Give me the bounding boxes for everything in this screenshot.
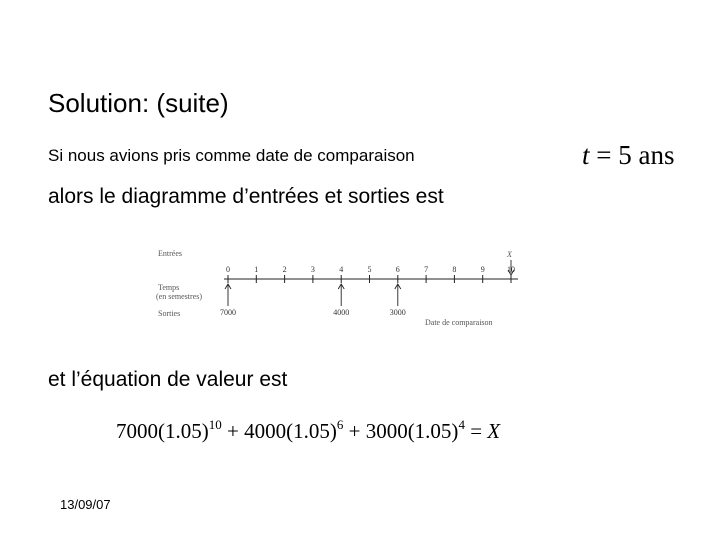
diagram-label-entrees: Entrées: [158, 249, 182, 258]
slide-date: 13/09/07: [60, 497, 111, 512]
timeline-tick-label: 1: [254, 265, 259, 274]
eq-term3-exp: 4: [458, 417, 465, 432]
timeline-tick-label: 7: [424, 265, 429, 274]
time-variable: t: [582, 140, 590, 170]
outflow-amount: 3000: [389, 308, 406, 317]
eq-term2-base: (1.05): [286, 419, 337, 443]
timeline-tick-label: 0: [226, 265, 230, 274]
outflow-amount: 4000: [333, 308, 350, 317]
diagram-intro-sentence: alors le diagramme d’entrées et sorties est: [48, 185, 444, 208]
eq-term1-exp: 10: [208, 417, 222, 432]
timeline-tick-label: 9: [480, 265, 485, 274]
eq-rhs-x: X: [487, 419, 501, 443]
time-value: 5: [618, 140, 632, 170]
eq-term1-coef: 7000: [116, 419, 158, 443]
timeline-tick-label: 10: [507, 265, 515, 274]
timeline-ticks: [226, 265, 515, 283]
slide-title: Solution: (suite): [48, 88, 229, 118]
timeline-tick-label: 3: [310, 265, 315, 274]
diagram-label-temps: Temps: [158, 283, 180, 292]
diagram-label-sorties: Sorties: [158, 309, 181, 318]
value-equation: [116, 417, 500, 444]
outflow-amount: 7000: [220, 308, 236, 317]
cash-flow-diagram: [150, 244, 530, 330]
time-equals: =: [589, 140, 619, 170]
eq-equals: =: [464, 419, 488, 443]
timeline-tick-label: 8: [452, 265, 457, 274]
timeline-tick-label: 4: [339, 265, 344, 274]
comparison-date-label: Date de comparaison: [425, 318, 493, 327]
timeline-tick-label: 6: [395, 265, 400, 274]
eq-plus-2: +: [343, 419, 366, 443]
diagram-label-temps-unit: (en semestres): [156, 292, 202, 301]
eq-term3-coef: 3000: [365, 419, 408, 443]
equation-intro-sentence: et l’équation de valeur est: [48, 368, 288, 391]
eq-term2-coef: 4000: [244, 419, 287, 443]
timeline-tick-label: 2: [282, 265, 287, 274]
eq-term3-base: (1.05): [407, 419, 459, 443]
unknown-x-marker: X: [507, 250, 512, 259]
timeline-tick-label: 5: [367, 265, 372, 274]
eq-plus-1: +: [221, 419, 245, 443]
time-unit: ans: [631, 140, 675, 170]
comparison-date-sentence: Si nous avions pris comme date de comparaison: [48, 146, 415, 165]
eq-term2-exp: 6: [336, 417, 344, 432]
outflow-arrows: [220, 284, 406, 317]
eq-term1-base: (1.05): [158, 419, 209, 443]
time-formula: [582, 140, 675, 171]
